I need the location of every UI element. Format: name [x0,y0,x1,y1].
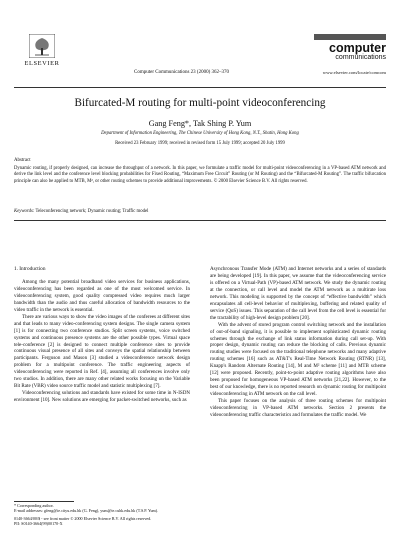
brand-subtitle: communications [335,54,386,61]
abstract-label: Abstract [14,158,31,163]
issn-info [14,516,151,527]
corresponding-author-note: * Corresponding author. [14,503,54,508]
received-dates: Received 23 February 1999; received in revised form 15 July 1999; accepted 20 July 1999 [115,141,285,146]
paragraph: Asynchronous Transfer Mode (ATM) and Internet networks and a series of standards are being developed [19]. In this paper, we assume that the videoconferencing service is offered on a Virtual-Path (VP)-based ATM network. We study the dynamic routing at the connection, or call level and model the ATM network as a multirate loss network. This modeling is supported by the concept of “effective bandwidth” which encapsulates all cell-level behavior of multiplexing, buffering and related quality of service (QoS) issues. This separation of the call level from the cell level is essential for the tractability of high-level design problem [20]. [210,266,386,321]
paragraph: Among the many potential broadband video services for business applications, videoconferencing has been regarded as one of the most welcomed service. In videoconferencing system, good quality compressed video requires much larger bandwidth than the audio and thus careful allocation of bandwidth resources to the video traffic in the network is essential. [14,278,190,313]
left-column [14,266,190,404]
publisher-name: ELSEVIER [24,60,60,67]
journal-citation: Computer Communications 23 (2000) 362–370 [134,70,229,75]
keywords-text: Teleconferencing network; Dynamic routing; Traffic model [35,209,149,214]
abstract [14,158,386,185]
header-rule [14,87,386,88]
journal-brand [314,34,386,75]
paragraph: With the advent of stored program control switching network and the installation of out-of-band signaling, it is possible to implement sophisticated dynamic routing schemes through the exchange of link status information during call set-up. With proper design, dynamic routing can reduce the blocking of calls. Previous dynamic routing studies were focused on the traditional telephone networks and many adaptive routing schemes [16] such as AT&T's Real-Time Network Routing (RTNR) [13], Knapp's Random Alternate Routing [14], M and M² scheme [11] and MTB scheme [12] were proposed. Recently, point-to-point adaptive routing algorithms have also been proposed for homogeneous VP-based ATM networks [21,22]. However, to the best of our knowledge, there is no reported research on dynamic routing for multipoint videoconferencing in ATM network on the call level. [210,321,386,398]
issn-line: 0140-3664/00/$ - see front matter © 2000 Elsevier Science B.V. All rights reserved. [14,516,152,521]
keywords [14,209,386,214]
footnote-rule [14,501,74,502]
right-column [210,266,386,419]
elsevier-logo [14,34,70,67]
author-affiliation: Department of Information Engineering, The Chinese University of Hong Kong, N.T., Shatin, Hong Kong [101,131,299,136]
journal-url[interactable]: www.elsevier.com/locate/comcom [322,70,386,75]
article-title: Bifurcated-M routing for multi-point videoconferencing [74,97,326,109]
article-authors: Gang Feng*, Tak Shing P. Yum [148,119,252,128]
section-heading: 1. Introduction [14,266,46,272]
pii-line: PII: S0140-3664(99)00170-X [14,521,63,527]
paragraph: Videoconferencing solutions and standards have existed for some time in N-ISDN environment [10]. New solutions are emerging for packet-switched networks, such as [14,390,190,404]
brand-title: computer [329,41,386,55]
journal-header [14,34,386,84]
elsevier-tree-icon [29,34,55,58]
paragraph: There are various ways to show the video images of the conferees at different sites and that leads to many video-conferencing system designs. The single camera system [1] is for connecting two conference studios. Split screen systems, voice switched systems and continuous presence systems are the other possible types. Virtual space tele-conference [2] is designed to connect multiple conference sites to provide continuous visual presence of all sites and conveys the spatial relationship between participants. Ferguson and Mason [3] studied a videoconference network design problem for a multipoint conference. The traffic engineering aspects of videoconferencing were reported in Ref. [4], assuming all conferences involve only two studios. In addition, there are many other related works focusing on the Variable Bit Rate (VBR) video source traffic model and statistic multiplexing [7]. [14,313,190,390]
brand-bar [314,34,386,40]
abstract-rule [14,220,386,221]
email-addresses: E-mail addresses: gfeng@ie.cityu.edu.hk (G. Feng), yum@ie.cuhk.edu.hk (T.S.P. Yum). [14,508,159,514]
footnote [14,503,194,514]
paragraph: This paper focuses on the analysis of three routing schemes for multipoint videoconferencing in VP-based ATM networks. Section 2 presents the videoconferencing traffic characteristics and formulates the traffic model. We [210,398,386,419]
keywords-label: Keywords: [14,209,35,214]
abstract-text: Dynamic routing, if properly designed, can increase the throughput of a network. In this paper, we formulate a traffic model for multi-point videoconferencing in a VP-based ATM network and derive the link level and the conference level blocking probabilities for Fixed Routing, “Maximum Free Circuit” Routing (or M Routing) and the “Bifurcated-M Routing”. The traffic bifurcation principle can also be applied to MTB, M², or other routing schemes to provide additional improvements. © 2000 Elsevier Science B.V. All rights reserved. [14,165,386,184]
